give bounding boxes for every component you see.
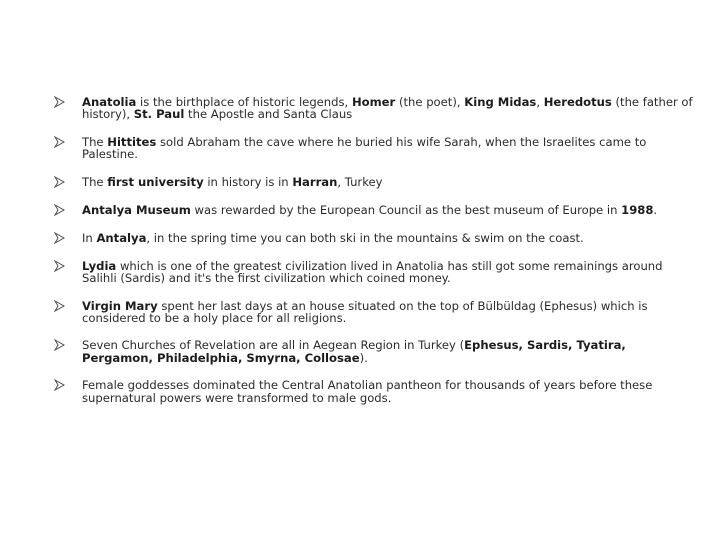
bullet-text-bold: Hittites: [107, 134, 157, 149]
bullet-text-bold: 1988: [621, 203, 654, 218]
bullet-text-bold: Antalya: [96, 231, 147, 246]
bullet-text-run: (the father of history),: [82, 95, 693, 122]
bullet-text: [82, 378, 652, 404]
bullet-text-run: which is one of the greatest civilization lived in Anatolia has still got some remainings around Salihli (Sardis) and it's the first civilization which coined money.: [82, 258, 663, 286]
bullet-item: [54, 260, 694, 285]
bullet-text-run: (the poet),: [395, 95, 465, 109]
bullet-text: [82, 203, 657, 217]
bullet-text-bold: first university: [107, 174, 204, 189]
bullet-item: [54, 96, 694, 121]
bullet-text-bold: Heredotus: [543, 95, 612, 109]
bullet-item: [54, 379, 694, 404]
bullet-text-bold: St. Paul: [133, 107, 185, 122]
bullet-text: [82, 95, 693, 121]
bullet-text: [82, 259, 663, 285]
arrow-bullet-icon: [54, 260, 65, 272]
bullet-text-run: the Apostle and Santa Claus: [184, 107, 353, 122]
bullet-text-run: was rewarded by the European Council as the best museum of Europe in: [190, 203, 622, 218]
bullet-text-run: The: [82, 174, 108, 189]
bullet-text-bold: Lydia: [82, 258, 117, 273]
bullet-text-bold: Homer: [351, 95, 396, 109]
bullet-text-run: Seven Churches of Revelation are all in Aegean Region in Turkey (: [82, 338, 465, 353]
arrow-bullet-icon: [54, 136, 65, 148]
bullet-item: [54, 176, 694, 188]
bullet-text-run: .: [653, 203, 658, 218]
bullet-text: [82, 299, 648, 325]
bullet-text-bold: King Midas: [464, 95, 537, 109]
arrow-bullet-icon: [54, 232, 65, 244]
bullet-text: [82, 338, 626, 364]
bullet-text-run: in history is in: [203, 174, 293, 189]
arrow-bullet-icon: [54, 379, 65, 391]
bullet-item: [54, 232, 694, 244]
bullet-text-bold: Anatolia: [82, 95, 137, 109]
bullet-text-run: ).: [359, 350, 368, 365]
bullet-item: [54, 136, 694, 161]
bullet-text-run: In: [82, 231, 97, 246]
bullet-text-run: The: [82, 134, 108, 149]
arrow-bullet-icon: [54, 96, 65, 108]
bullet-item: [54, 339, 694, 364]
bullet-text-bold: Virgin Mary: [82, 298, 158, 313]
bullet-text-run: sold Abraham the cave where he buried his wife Sarah, when the Israelites came to Palestine.: [82, 134, 647, 162]
bullet-text-bold: Antalya Museum: [82, 203, 191, 218]
arrow-bullet-icon: [54, 204, 65, 216]
bullet-text-run: is the birthplace of historic legends,: [136, 95, 352, 109]
bullet-text: [82, 231, 584, 245]
bullet-text-run: ,: [536, 95, 544, 109]
bullet-item: [54, 204, 694, 216]
bullet-text-run: spent her last days at an house situated on the top of Bülbüldag (Ephesus) which is considered to be a holy place for all religions.: [82, 298, 648, 326]
bullet-text-run: Female goddesses dominated the Central Anatolian pantheon for thousands of years before these supernatural powers were transformed to male gods.: [82, 378, 653, 405]
arrow-bullet-icon: [54, 300, 65, 312]
bullet-text-bold: Ephesus, Sardis, Tyatira, Pergamon, Philadelphia, Smyrna, Collosae: [82, 338, 626, 365]
bullet-text: [82, 175, 383, 189]
bullet-text-run: , Turkey: [337, 174, 383, 189]
bullet-item: [54, 300, 694, 325]
bullet-list: [54, 96, 694, 404]
bullet-text-bold: Harran: [292, 174, 338, 189]
arrow-bullet-icon: [54, 176, 65, 188]
arrow-bullet-icon: [54, 339, 65, 351]
bullet-text: [82, 135, 646, 161]
bullet-text-run: , in the spring time you can both ski in the mountains & swim on the coast.: [146, 231, 584, 246]
